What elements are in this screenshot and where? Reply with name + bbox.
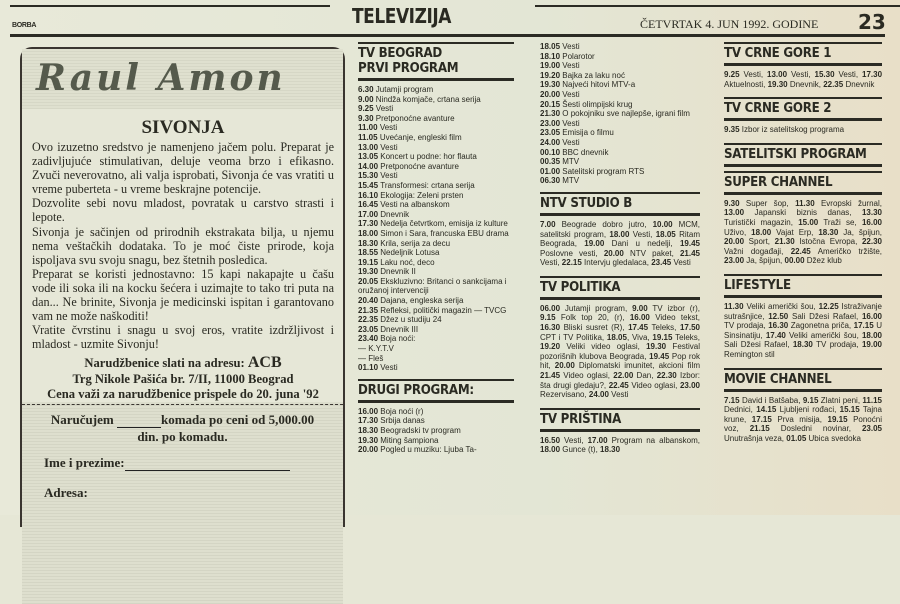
schedule-entry <box>358 133 514 143</box>
drugi-program-header <box>358 379 514 403</box>
show-title: Vesti <box>562 42 580 51</box>
show-title: Vesti <box>380 171 398 181</box>
show-title: Ekskluzivno: Britanci o sankcijama i oružanoj intervenciji <box>358 276 507 296</box>
air-time: 06.30 <box>540 176 563 186</box>
schedule-entry <box>358 162 514 172</box>
show-title: Nindža komjače, crtana serija <box>375 94 481 104</box>
show-title: Pretponoćne avanture <box>375 113 455 123</box>
contact-address: Trg Nikole Pašića br. 7/II, 11000 Beograd <box>72 371 294 386</box>
schedule-entry <box>358 258 514 268</box>
channel-title: LIFESTYLE <box>724 276 791 293</box>
dateline: ČETVRTAK 4. JUN 1992. GODINE <box>640 17 819 31</box>
show-title: Boja noći (r) <box>380 406 424 416</box>
air-time: 20.00 <box>358 445 381 455</box>
tv-pristina-header <box>540 408 700 432</box>
schedule-entry <box>358 210 514 220</box>
schedule-entry <box>358 363 514 373</box>
lifestyle-header <box>724 274 882 298</box>
air-time: 19.30 <box>540 80 563 90</box>
ad-paragraph: Vratite čvrstinu i snagu u svoj eros, vratite izdržljivost i mladost - uzmite Sivonju! <box>32 323 334 352</box>
air-time: 16.10 <box>358 190 381 200</box>
show-title: Laku noć, deco <box>380 257 435 267</box>
schedule-entry <box>540 148 700 158</box>
show-title: Pretponoćne avanture <box>380 161 459 171</box>
air-time: 24.00 <box>540 137 563 147</box>
show-title: Vesti <box>562 137 580 147</box>
schedule-entry <box>358 191 514 201</box>
show-title: Vesti <box>379 123 398 133</box>
show-title: Dnevnik III <box>380 324 419 334</box>
show-title: Najveći hitovi MTV-a <box>562 80 636 90</box>
show-title: Dnevnik <box>380 209 410 219</box>
show-title: Ekologija: Zeleni prsten <box>380 190 464 200</box>
schedule-entry <box>358 267 514 277</box>
show-title: Dajana, engleska serija <box>380 296 464 306</box>
schedule-entry <box>540 100 700 110</box>
air-time: 00.35 <box>540 157 563 167</box>
channel-title: SUPER CHANNEL <box>724 173 833 190</box>
schedule-entry <box>358 229 514 239</box>
show-title: Refleksi, politički magazin — TVCG <box>380 305 507 315</box>
air-time: 20.15 <box>540 99 563 109</box>
super-channel-header <box>724 171 882 195</box>
schedule-entry <box>358 143 514 153</box>
name-field[interactable] <box>125 470 290 471</box>
channel-title: TV POLITIKA <box>540 278 621 295</box>
schedule-entry <box>358 248 514 258</box>
schedule-entry <box>358 416 514 426</box>
channel-title: TV CRNE GORE 2 <box>724 100 832 117</box>
price-validity: Cena važi za narudžbenice prispele do 20. juna '92 <box>47 387 319 401</box>
name-row <box>22 455 343 471</box>
show-title: Nedelja četvrtkom, emisija iz kulture <box>380 219 508 229</box>
lifestyle-schedule: 11.30 Veliki američki šou, 12.25 Istraživanje sutrašnjice, 12.50 Sali Džesi Rafael, 16.00 TV prodaja, 16.30 Zagonetna priča, 17.15 U Sinsinatiju, 17.40 Veliki američki šou, 18.00 Sali Džesi Rafael, 18.30 TV prodaja, 19.00 Remington stil <box>724 301 883 359</box>
air-time: 01.00 <box>540 166 563 176</box>
listings-column-1 <box>358 42 514 461</box>
air-time: 14.00 <box>358 161 381 171</box>
schedule-entry <box>358 219 514 229</box>
schedule-entry <box>540 167 700 177</box>
schedule-entry <box>358 152 514 162</box>
schedule-entry <box>358 85 514 95</box>
schedule-entry <box>358 104 514 114</box>
tv-beograd-schedule <box>358 85 514 373</box>
show-title: Koncert u podne: hor flauta <box>380 152 477 162</box>
schedule-entry <box>358 334 514 344</box>
schedule-entry <box>358 200 514 210</box>
air-time: 16.00 <box>358 406 381 416</box>
air-time: 23.05 <box>540 128 563 138</box>
air-time: 20.00 <box>540 89 563 99</box>
section-title: TELEVIZIJA <box>352 4 452 28</box>
schedule-entry <box>540 157 700 167</box>
show-title: Emisija o filmu <box>562 128 614 138</box>
satelitski-header <box>724 143 882 167</box>
ad-paragraph: Ovo izuzetno sredstvo je namenjeno jačem polu. Preparat je zadivljujuće stimulativan, deluje veoma brzo i efikasno. Zvuči neverovatno, ali valja isprobati, Sivonja će vas vratiti u vreme puberteta - u vreme beskrajne potencije. <box>32 140 334 197</box>
air-time: 23.05 <box>358 324 381 334</box>
ntv-studio-b-header <box>540 192 700 216</box>
show-title: Polarotor <box>562 51 595 61</box>
listings-column-2 <box>540 42 700 463</box>
air-time: 13.05 <box>358 152 381 162</box>
schedule-entry <box>358 306 514 316</box>
schedule-entry <box>358 445 514 455</box>
show-title: Satelitski program RTS <box>562 166 645 176</box>
brand-logo: Raul Amon <box>22 49 343 109</box>
ad-contact <box>32 355 334 402</box>
tv-crne-gore-1-schedule: 9.25 Vesti, 13.00 Vesti, 15.30 Vesti, 17.30 Aktuelnosti, 19.30 Dnevnik, 22.35 Dnevnik <box>724 70 883 89</box>
schedule-entry <box>358 95 514 105</box>
air-time: 18.05 <box>540 42 563 51</box>
air-time: 18.30 <box>358 426 381 435</box>
air-time: 18.55 <box>358 248 381 258</box>
air-time: 6.30 <box>358 85 376 94</box>
movie-channel-header <box>724 368 882 392</box>
channel-subtitle: PRVI PROGRAM <box>358 60 459 76</box>
air-time: 23.00 <box>540 118 563 128</box>
channel-title: MOVIE CHANNEL <box>724 370 832 387</box>
show-title: Beogradski tv program <box>380 426 461 435</box>
header-rule <box>10 34 885 37</box>
schedule-entry <box>540 109 700 119</box>
schedule-entry <box>540 138 700 148</box>
show-title: Miting šampiona <box>380 435 439 445</box>
channel-title: DRUGI PROGRAM: <box>358 381 474 398</box>
order-quantity-row <box>22 411 343 428</box>
movie-channel-schedule: 7.15 David i Batšaba, 9.15 Zlatni peni, 11.15 Dednici, 14.15 Ljubljeni rođaci, 15.15 Tajna krune, 17.15 Prva misija, 19.15 Ponoćni voz, 21.15 Dosledni novinar, 23.05 Unutrašnja veza, 01.05 Ubica svedoka <box>724 395 883 443</box>
super-channel-schedule: 9.30 Super šop, 11.30 Evropski žurnal, 13.00 Japanski biznis danas, 13.30 Turistički magazin, 15.00 Traži se, 16.00 Uživo, 18.00 Vajat Erp, 18.30 Ja, špijun, 20.00 Sport, 21.30 Istočna Evropa, 22.30 Važni događaji, 22.45 Američko tržište, 23.00 Ja, špijun, 00.00 Džez klub <box>724 198 883 266</box>
air-time: 00.10 <box>540 147 563 157</box>
air-time: 17.30 <box>358 416 381 426</box>
address-label: Adresa: <box>44 485 88 501</box>
show-title: Vesti <box>562 118 580 128</box>
air-time: 21.30 <box>540 109 563 119</box>
show-title: Vesti na albanskom <box>380 200 450 210</box>
schedule-entry <box>358 123 514 133</box>
schedule-entry <box>358 325 514 335</box>
ad-paragraph: Preparat se koristi jednostavno: 15 kapi nakapajte u čašu vode ili soka ili na kocku šećera i uzimajte to tako tri puta na dan... Ne brinite, Sivonja je medicinski ispitan i garantovano vam ne može naškoditi! <box>32 266 334 324</box>
order-suffix: komada po ceni od 5,000.00 <box>160 412 315 428</box>
drugi-program-schedule <box>358 407 514 455</box>
air-time: 18.30 <box>358 238 381 248</box>
schedule-entry <box>358 354 514 364</box>
channel-title: TV BEOGRAD <box>358 45 443 61</box>
air-time: 17.00 <box>358 209 381 219</box>
schedule-entry <box>358 315 514 325</box>
air-time: 11.05 <box>358 132 380 142</box>
channel-title: NTV STUDIO B <box>540 194 633 211</box>
air-time: 11.00 <box>358 123 380 133</box>
schedule-entry <box>358 296 514 306</box>
show-title: Vesti <box>375 104 394 114</box>
schedule-entry <box>540 90 700 100</box>
air-time: 13.00 <box>358 142 381 152</box>
schedule-entry <box>358 407 514 417</box>
show-title: Vesti <box>380 363 398 373</box>
name-label: Ime i prezime: <box>44 455 125 471</box>
show-title: — K.Y.T.V <box>358 344 394 354</box>
ntv-studio-b-schedule: 7.00 Beograde dobro jutro, 10.00 MCM, satelitski program, 18.00 Vesti, 18.05 Ritam Beograda, 19.00 Dani u nedelji, 19.45 Poslovne vesti, 20.00 NTV paket, 21.45 Vesti, 22.15 Intervju gledalaca, 23.45 Vesti <box>540 219 701 268</box>
show-title: Dnevnik II <box>380 267 416 277</box>
air-time: 23.40 <box>358 334 381 344</box>
schedule-entry <box>358 181 514 191</box>
schedule-entry <box>358 426 514 436</box>
air-time: 20.05 <box>358 276 381 286</box>
show-title: Simon i Sara, francuska EBU drama <box>380 228 509 238</box>
show-title: Džez u studiju 24 <box>380 315 442 325</box>
channel-title: TV CRNE GORE 1 <box>724 45 832 61</box>
show-title: MTV <box>562 176 580 186</box>
contact-name: ACB <box>247 354 282 372</box>
top-rule-left <box>10 5 330 7</box>
air-time: 21.35 <box>358 305 381 315</box>
schedule-entry <box>358 344 514 354</box>
air-time: 9.30 <box>358 113 376 123</box>
channel-title: TV PRIŠTINA <box>540 410 622 427</box>
air-time: 19.30 <box>358 435 381 445</box>
show-title: Vesti <box>562 61 580 71</box>
show-title: Vesti <box>562 89 580 99</box>
listings-column-3 <box>724 42 882 451</box>
order-prefix: Naručujem <box>50 412 114 428</box>
channel-title: SATELITSKI PROGRAM <box>724 145 867 162</box>
ad-body <box>22 109 343 402</box>
address-row <box>22 485 343 501</box>
show-title: Krila, serija za decu <box>380 238 451 248</box>
schedule-entry <box>358 277 514 296</box>
tv-crne-gore-2-schedule: 9.35 Izbor iz satelitskog programa <box>724 125 845 135</box>
air-time: 19.15 <box>358 257 381 267</box>
show-title: Vesti <box>380 142 398 152</box>
tv-crne-gore-1-header <box>724 42 882 66</box>
schedule-entry <box>540 42 700 52</box>
show-title: Pogled u muziku: Ljuba Ta- <box>380 445 477 455</box>
show-title: — Fleš <box>358 353 384 363</box>
show-title: Bajka za laku noć <box>562 70 625 80</box>
continued-schedule <box>540 42 700 186</box>
air-time: 19.30 <box>358 267 381 277</box>
schedule-entry <box>540 119 700 129</box>
schedule-entry <box>358 436 514 446</box>
air-time: 19.20 <box>540 70 563 80</box>
schedule-entry <box>540 52 700 62</box>
air-time: 17.30 <box>358 219 381 229</box>
schedule-entry <box>358 114 514 124</box>
order-line2: din. po komadu. <box>137 429 228 445</box>
ad-paragraph: Dozvolite sebi novu mladost, povratak u carstvo strasti i lepote. <box>32 196 334 225</box>
schedule-entry <box>540 80 700 90</box>
air-time: 01.10 <box>358 363 381 373</box>
air-time: 20.40 <box>358 296 381 306</box>
order-form <box>22 404 343 604</box>
top-rule-right <box>535 5 900 7</box>
schedule-entry <box>540 71 700 81</box>
show-title: Jutamji program <box>375 85 434 94</box>
page-number: 23 <box>858 10 886 34</box>
air-time: 9.25 <box>358 104 376 114</box>
show-title: Boja noći: <box>380 334 416 344</box>
advertisement <box>20 47 345 527</box>
paper-name: BORBA <box>12 22 37 29</box>
schedule-entry <box>540 128 700 138</box>
show-title: Transformesi: crtana serija <box>380 180 475 190</box>
tv-crne-gore-2-header <box>724 97 882 121</box>
air-time: 18.00 <box>358 228 381 238</box>
contact-label: Narudžbenice slati na adresu: <box>84 356 245 371</box>
tv-pristina-schedule: 16.50 Vesti, 17.00 Program na albanskom, 18.00 Gunce (t), 18.30 <box>540 435 701 455</box>
schedule-entry <box>358 171 514 181</box>
air-time: 19.00 <box>540 61 563 71</box>
show-title: Srbija danas <box>380 416 425 426</box>
tv-politika-header <box>540 276 700 300</box>
tv-beograd-header <box>358 42 514 81</box>
show-title: Šesti olimpijski krug <box>562 99 633 109</box>
show-title: O pokojniku sve najlepše, igrani film <box>562 109 690 119</box>
show-title: BBC dnevnik <box>562 147 609 157</box>
show-title: MTV <box>562 157 580 167</box>
tv-politika-schedule: 06.00 Jutamji program, 9.00 TV izbor (r), 9.15 Folk top 20, (r), 16.00 Video tekst, 16.30 Bliski susret (R), 17.45 Teleks, 17.50 CPT i TV Politika, 18.05, Viva, 19.15 Teleks, 19.20 Veliki video oglasi, 19.30 Festival pozorišnih klubova Beograda, 19.45 Pop rok hit, 20.00 Diplomatski imunitet, akcioni film 21.45 Video oglasi, 22.00 Dan, 22.30 Izbor: šta drugi gledaju?, 22.45 Video oglasi, 23.00 Rezervisano, 24.00 Vesti <box>540 303 701 400</box>
show-title: Uvećanje, engleski film <box>379 132 462 142</box>
show-title: Nedeljnik Lotusa <box>380 248 440 258</box>
air-time: 22.35 <box>358 315 381 325</box>
air-time: 16.45 <box>358 200 381 210</box>
air-time: 9.00 <box>358 94 376 104</box>
ad-title: SIVONJA <box>141 117 225 138</box>
schedule-entry <box>540 61 700 71</box>
schedule-entry <box>358 239 514 249</box>
schedule-entry <box>540 176 700 186</box>
ad-paragraph: Sivonja je sačinjen od prirodnih ekstrakata bilja, u njemu nema veštačkih dodataka. To je moć čiste prirode, koja ispoljava svu svoju snagu, bez štetnih posledica. <box>32 224 334 267</box>
air-time: 18.10 <box>540 51 563 61</box>
air-time: 15.30 <box>358 171 381 181</box>
air-time: 15.45 <box>358 180 381 190</box>
